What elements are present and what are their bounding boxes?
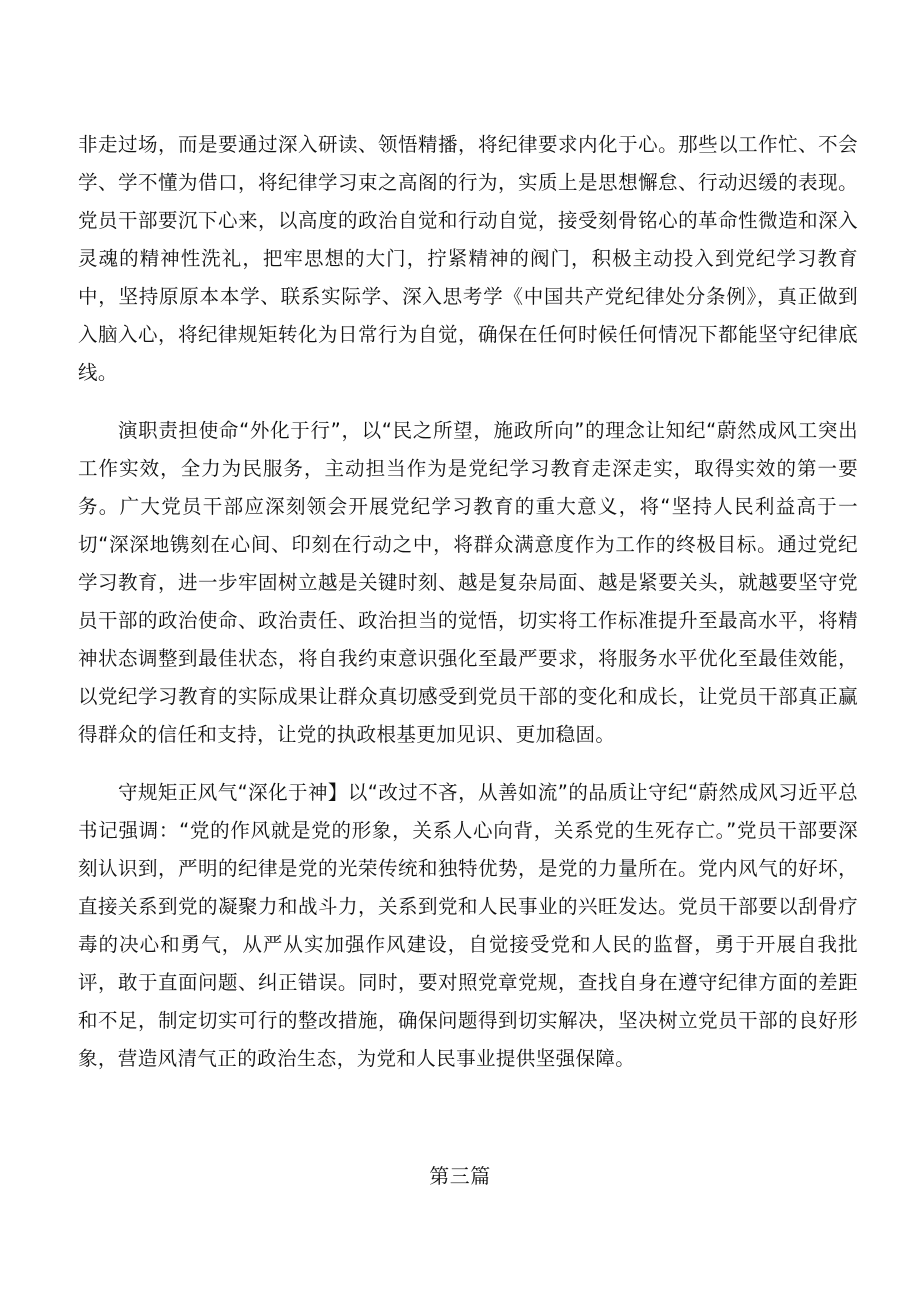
paragraph-3: 守规矩正风气“深化于神】以“改过不吝，从善如流”的品质让守纪“蔚然成风习近平总书记强调：“党的作风就是党的形象，关系人心向背，关系党的生死存亡。”党员干部要深刻认识到，严明的纪律是党的光荣传统和独特优势，是党的力量所在。党内风气的好坏，直接关系到党的凝聚力和战斗力，关系到党和人民事业的兴旺发达。党员干部要以刮骨疗毒的决心和勇气，从严从实加强作风建设，自觉接受党和人民的监督，勇于开展自我批评，敢于直面问题、纠正错误。同时，要对照党章党规，查找自身在遵守纪律方面的差距和不足，制定切实可行的整改措施，确保问题得到切实解决，坚决树立党员干部的良好形象，营造风清气正的政治生态，为党和人民事业提供坚强保障。: [78, 781, 858, 1070]
paragraph-1: 非走过场，而是要通过深入研读、领悟精播，将纪律要求内化于心。那些以工作忙、不会学、学不懂为借口，将纪律学习束之高阁的行为，实质上是思想懈怠、行动迟缓的表现。党员干部要沉下心来，以高度的政治自觉和行动自觉，接受刻骨铭心的革命性微造和深入灵魂的精神性洗礼，把牢思想的大门，拧紧精神的阀门，积极主动投入到党纪学习教育中，坚持原原本本学、联系实际学、深入思考学《中国共产党纪律处分条例》，真正做到入脑入心，将纪律规矩转化为日常行为自觉，确保在任何时候任何情况下都能坚守纪律底线。: [78, 133, 858, 384]
section-title: 第三篇: [429, 1164, 491, 1188]
paragraph-2: 演职责担使命“外化于行”，以“民之所望，施政所向”的理念让知纪“蔚然成风工突出工作实效，全力为民服务，主动担当作为是党纪学习教育走深走实，取得实效的第一要务。广大党员干部应深刻领会开展党纪学习教育的重大意义，将“坚持人民利益高于一切“深深地镌刻在心间、印刻在行动之中，将群众满意度作为工作的终极目标。通过党纪学习教育，进一步牢固树立越是关键时刻、越是复杂局面、越是紧要关头，就越要坚守党员干部的政治使命、政治责任、政治担当的觉悟，切实将工作标准提升至最高水平，将精神状态调整到最佳状态，将自我约束意识强化至最严要求，将服务水平优化至最佳效能，以党纪学习教育的实际成果让群众真切感受到党员干部的变化和成长，让党员干部真正赢得群众的信任和支持，让党的执政根基更加见识、更加稳固。: [78, 419, 858, 746]
